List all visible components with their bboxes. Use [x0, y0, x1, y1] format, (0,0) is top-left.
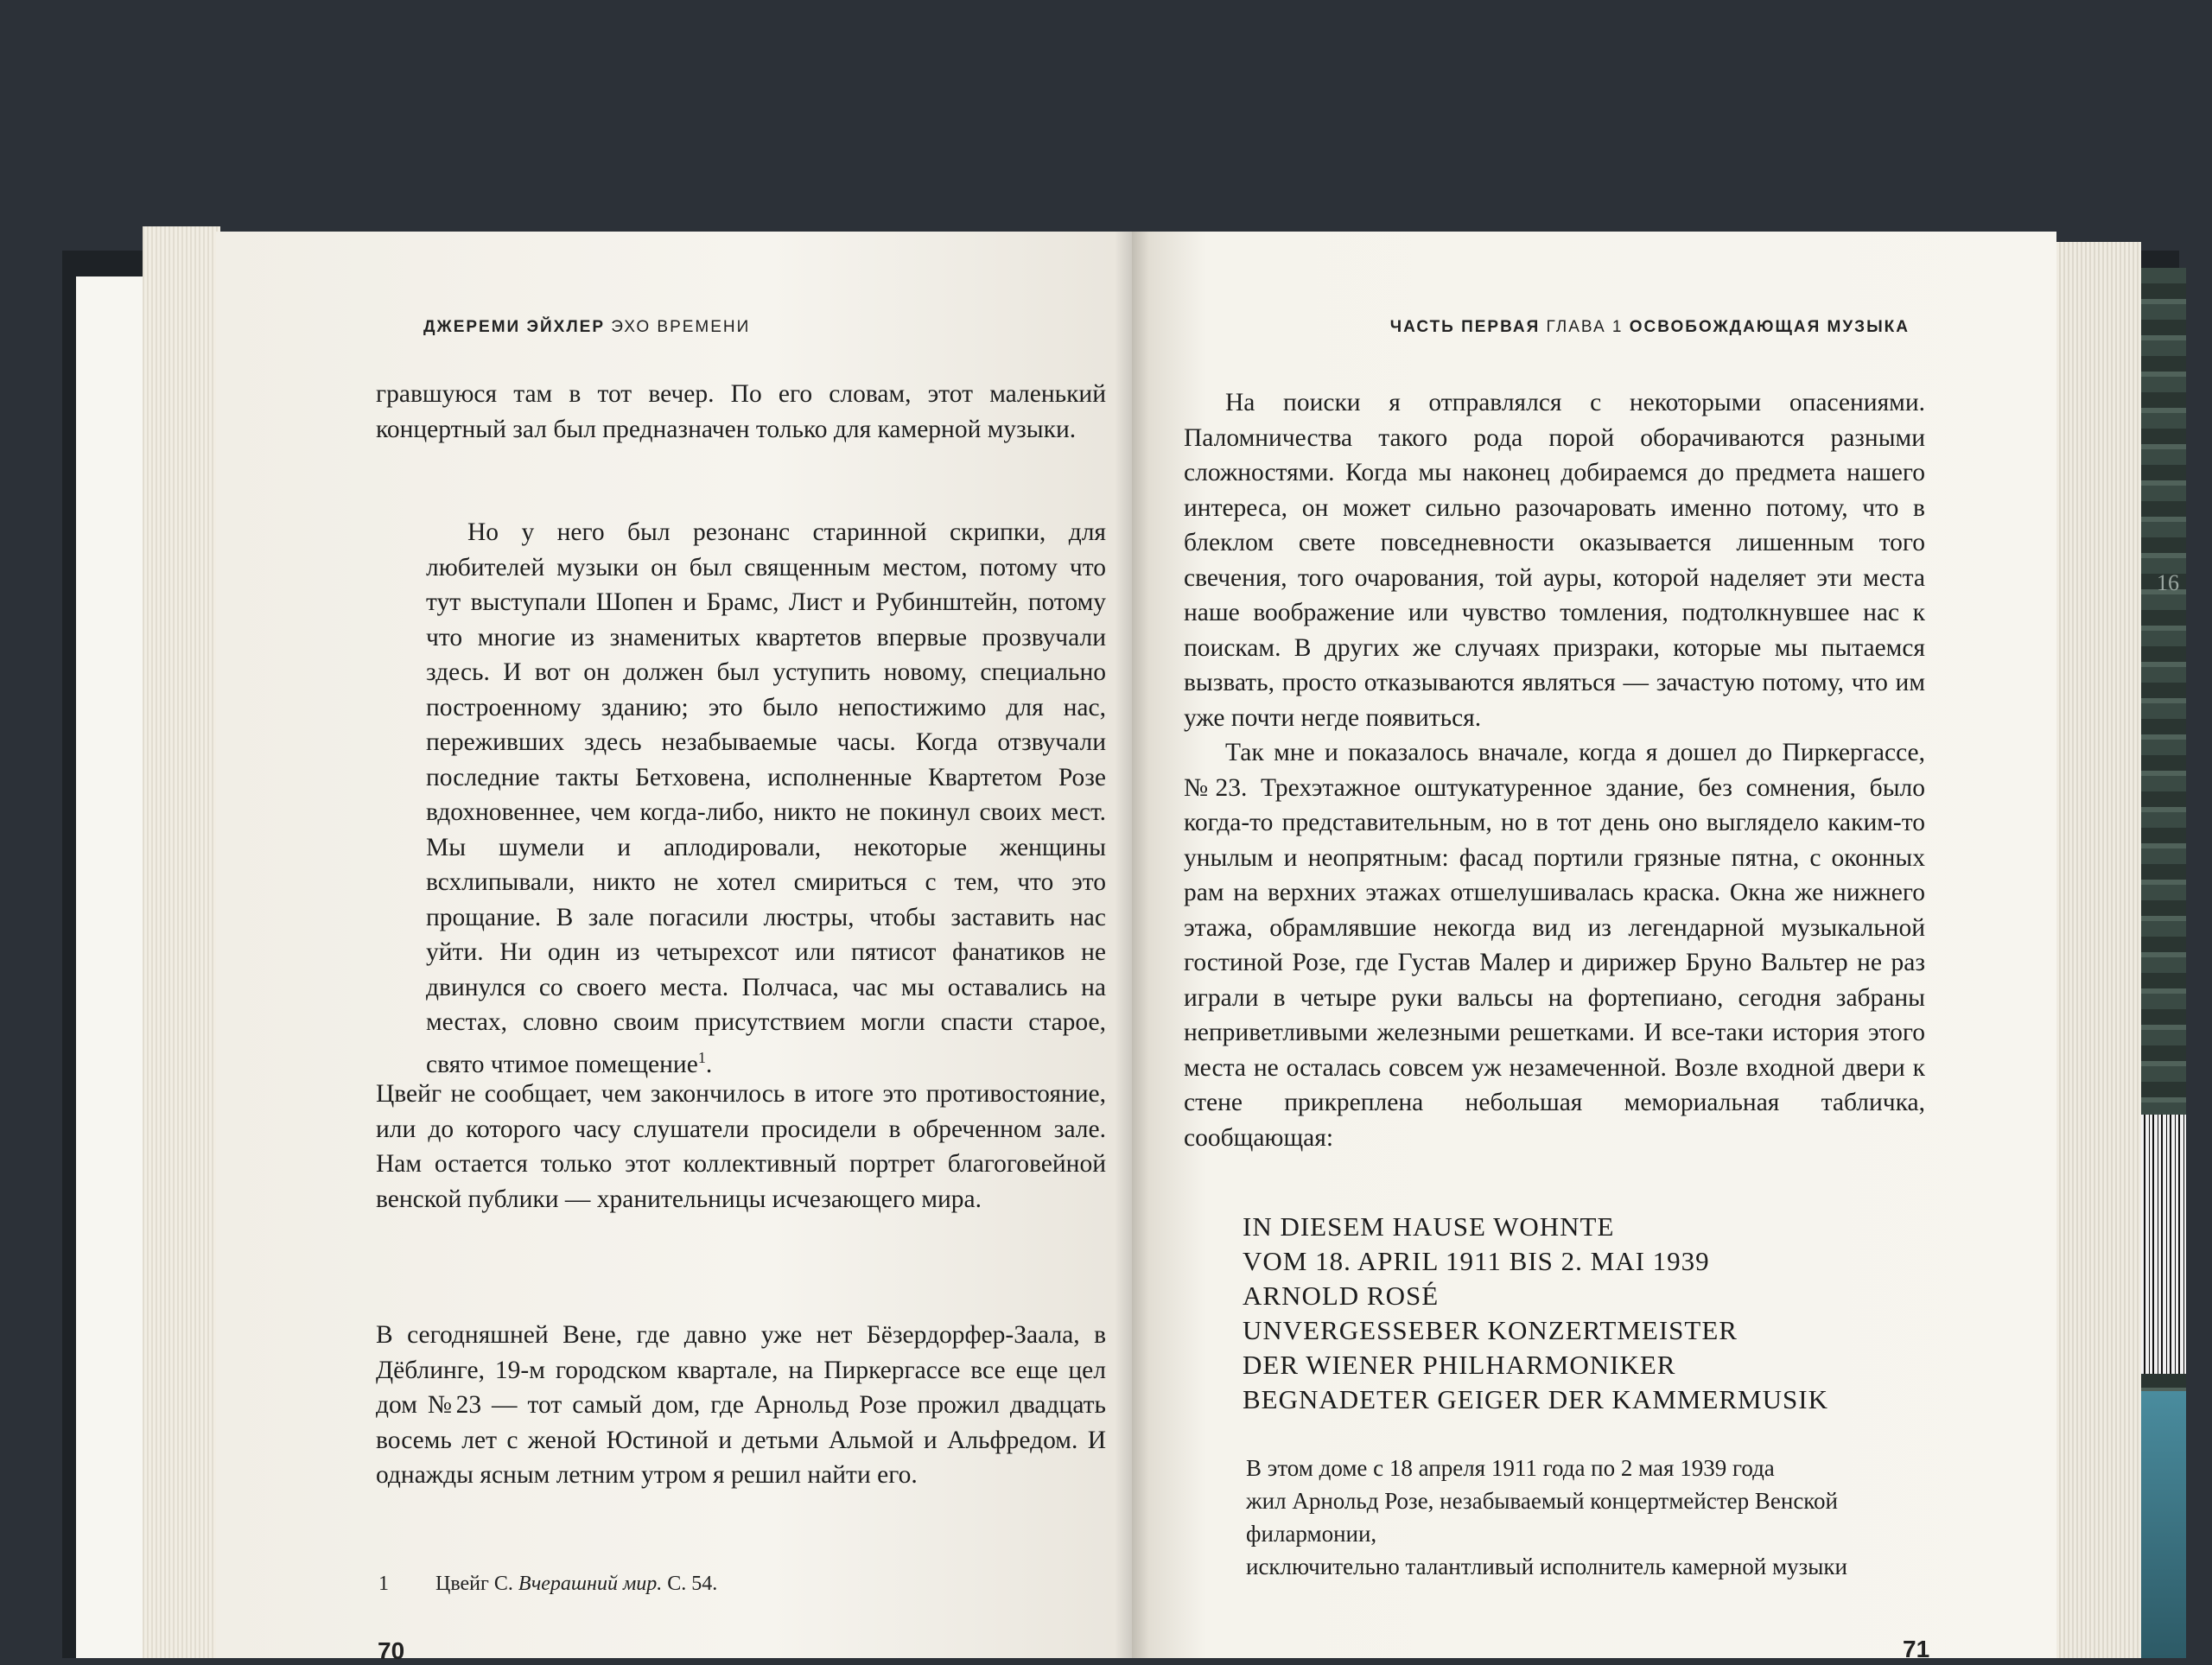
right-page-stack — [2055, 242, 2141, 1658]
right-paragraph-2: Так мне и показалось вначале, когда я дошел до Пиркергассе, №23. Трехэтажное оштукатуренное здание, без сомнения, было когда-то представительным, но в тот день оно выглядело каким-то унылым и неопрятным: фасад портили грязные пятна, с оконных рам на верхних этажах отшелушивалась краска. Окна же нижнего этажа, обрамлявшие некогда вид из легендарной музыкальной гостиной Розе, где Густав Малер и дирижер Бруно Вальтер не раз играли в четыре руки вальсы на фортепиано, сегодня забраны неприветливыми железными решетками. И все-таки история этого места не осталась совсем уж незамеченной. Возле входной двери к стене прикреплена небольшая мемориальная табличка, сообщающая: — [1184, 739, 1925, 1152]
paragraph-text: гравшуюся там в тот вечер. По его словам, этот маленький концертный зал был предназначен только для камерной музыки. — [376, 380, 1106, 443]
running-head-part: ЧАСТЬ ПЕРВАЯ — [1389, 318, 1541, 336]
plaque-line: DER WIENER PHILHARMONIKER — [1243, 1350, 1676, 1380]
right-body — [1184, 385, 1925, 1155]
right-page-number: 71 — [1903, 1636, 1930, 1662]
left-page-number: 70 — [378, 1637, 405, 1664]
footnote — [378, 1573, 1070, 1596]
cover-number: 16 — [2157, 570, 2179, 595]
left-paragraph-1 — [376, 377, 1106, 447]
plaque-line: ARNOLD ROSÉ — [1243, 1281, 1440, 1311]
plaque-line: VOM 18. APRIL 1911 BIS 2. MAI 1939 — [1243, 1246, 1710, 1276]
quote-paragraph — [426, 515, 1106, 1082]
plaque-line: UNVERGESSEBER KONZERTMEISTER — [1243, 1315, 1738, 1345]
footnote-title: Вчерашний мир. — [518, 1573, 663, 1595]
left-running-head — [423, 318, 750, 337]
back-cover-edge — [2134, 268, 2186, 1658]
translation-line: исключительно талантливый исполнитель камерной музыки — [1246, 1554, 1847, 1579]
plaque-german-text — [1243, 1210, 1899, 1417]
paragraph-text: Цвейг не сообщает, чем закончилось в итоге это противостояние, или до которого часу слушатели просидели в обреченном зале. Нам остается только этот коллективный портрет благоговейной венской публики — хранительницы исчезающего мира. — [376, 1080, 1106, 1213]
translation-line: филармонии, — [1246, 1521, 1377, 1547]
plaque-translation — [1246, 1452, 1937, 1583]
footnote-author: Цвейг С. — [435, 1573, 513, 1595]
loose-sheet — [76, 276, 145, 1658]
cover-color-block — [2134, 1391, 2186, 1658]
translation-line: В этом доме с 18 апреля 1911 года по 2 мая 1939 года — [1246, 1455, 1775, 1481]
right-paragraph-1: На поиски я отправлялся с некоторыми опасениями. Паломничества такого рода порой оборачиваются разными сложностями. Когда мы наконец добираемся до предмета нашего интереса, он может сильно разочаровать именно потому, что в блеклом свете повседневности оказывается лишенным того свечения, того очарования, той ауры, которой наделяет эти места наше воображение или чувство томления, подтолкнувшее нас к поискам. В других же случаях призраки, которые мы пытаемся вызвать, просто отказываются являться — зачастую потому, что им уже почти негде появиться. — [1184, 389, 1925, 732]
footnote-number: 1 — [378, 1573, 389, 1595]
running-head-chapter-title: ОСВОБОЖДАЮЩАЯ МУЗЫКА — [1629, 318, 1910, 336]
book-gutter — [1115, 232, 1149, 1658]
running-head-chapter: ГЛАВА 1 — [1546, 318, 1624, 336]
running-head-book-title: ЭХО ВРЕМЕНИ — [611, 318, 751, 336]
left-paragraph-3 — [376, 1318, 1106, 1493]
plaque-line: BEGNADETER GEIGER DER KAMMERMUSIK — [1243, 1384, 1828, 1414]
barcode — [2141, 1115, 2186, 1374]
footnote-ref: 1 — [697, 1048, 706, 1066]
running-head-author: ДЖЕРЕМИ ЭЙХЛЕР — [423, 318, 606, 336]
quote-end: . — [705, 1050, 713, 1078]
plaque-line: IN DIESEM HAUSE WOHNTE — [1243, 1211, 1615, 1242]
paragraph-text: В сегодняшней Вене, где давно уже нет Бёзердорфер-Заала, в Дёблинге, 19-м городском квартале, на Пиркергассе все еще цел дом №23 — тот самый дом, где Арнольд Розе прожил двадцать восемь лет с женой Юстиной и детьми Альмой и Альфредом. И однажды ясным летним утром я решил найти его. — [376, 1321, 1106, 1489]
left-page-stack — [143, 226, 220, 1658]
footnote-page: С. 54. — [667, 1573, 718, 1595]
translation-line: жил Арнольд Розе, незабываемый концертмейстер Венской — [1246, 1488, 1838, 1514]
right-running-head — [1390, 318, 1910, 337]
left-paragraph-2 — [376, 1077, 1106, 1217]
block-quote — [426, 515, 1106, 1082]
quote-text: Но у него был резонанс старинной скрипки, для любителей музыки он был священным местом, потому что тут выступали Шопен и Брамс, Лист и Рубинштейн, потому что многие из знаменитых квартетов впервые прозвучали здесь. И вот он должен был уступить новому, специально построенному зданию; это было непостижимо для нас, переживших здесь незабываемые часы. Когда отзвучали последние такты Бетховена, исполненные Квартетом Розе вдохновеннее, чем когда-либо, никто не покинул своих мест. Мы шумели и аплодировали, некоторые женщины всхлипывали, никто не хотел смириться с тем, что это прощание. В зале погасили люстры, чтобы заставить нас уйти. Ни один из четырехсот или пятисот фанатиков не двинулся со своего места. Полчаса, час мы оставались на местах, словно своим присутствием могли спасти старое, свято чтимое помещение — [426, 518, 1106, 1078]
